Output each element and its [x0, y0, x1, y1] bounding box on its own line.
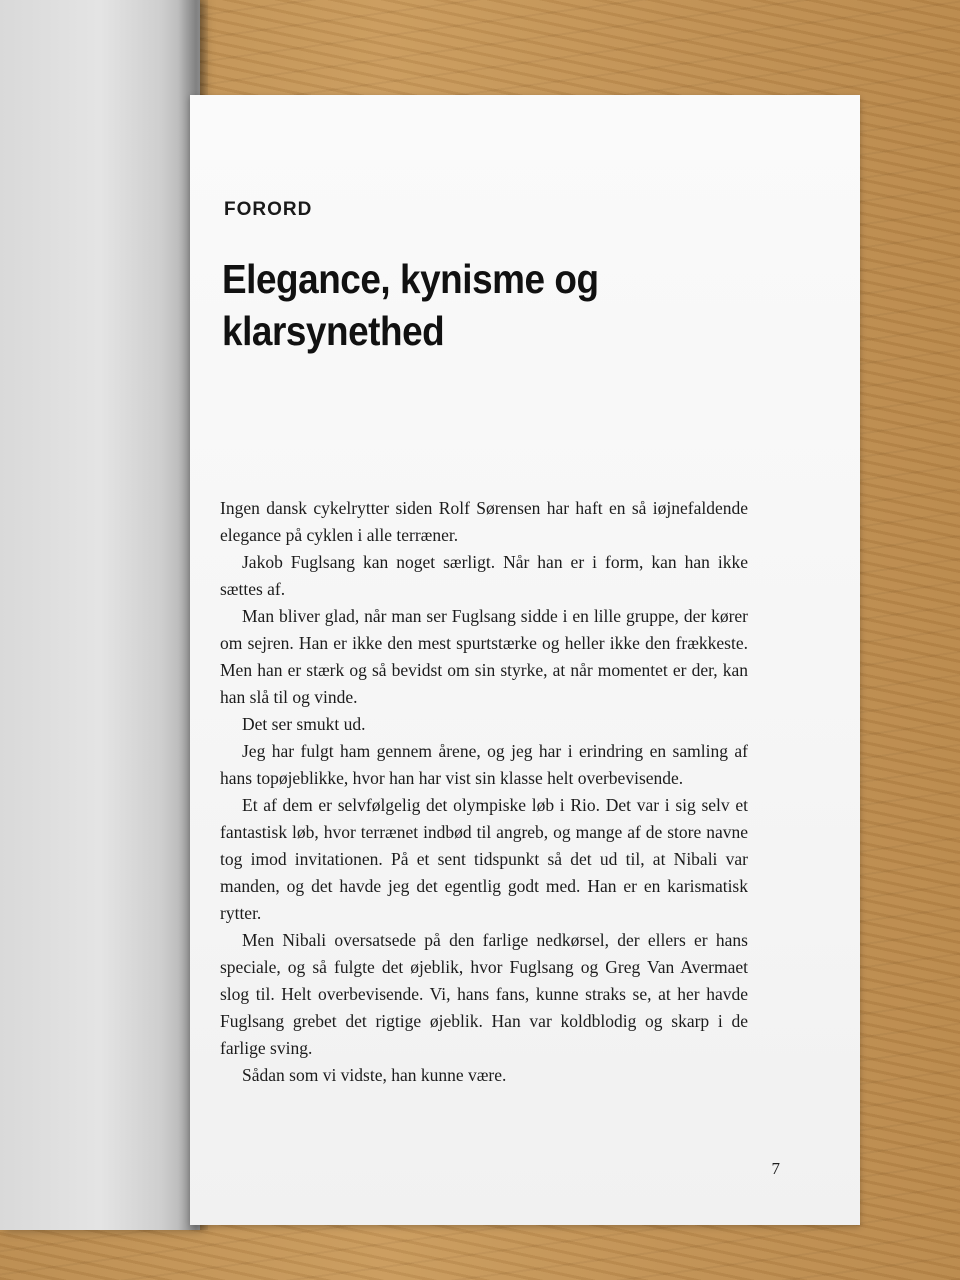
paragraph: Jeg har fulgt ham gennem årene, og jeg har i erindring en samling af hans topøjeblikke, hvor han har vist sin klasse helt overbevisende.	[220, 741, 748, 788]
paragraph: Jakob Fuglsang kan noget særligt. Når han er i form, kan han ikke sættes af.	[220, 552, 748, 599]
body-text	[220, 495, 748, 1089]
chapter-title: Elegance, kynisme og klarsynethed	[222, 256, 599, 354]
paragraph: Men Nibali oversatsede på den farlige nedkørsel, der ellers er hans speciale, og så fulgte det øjeblik, hvor Fuglsang og Greg Van Avermaet slog til. Helt overbevisende. Vi, hans fans, kunne straks se, at her havde Fuglsang grebet det rigtige øjeblik. Han var koldblodig og skarp i de farlige sving.	[220, 930, 748, 1058]
facing-page	[0, 0, 200, 1230]
paragraph: Det ser smukt ud.	[242, 714, 366, 734]
paragraph: Sådan som vi vidste, han kunne være.	[242, 1065, 507, 1085]
paragraph: Et af dem er selvfølgelig det olympiske løb i Rio. Det var i sig selv et fantastisk løb, hvor terrænet indbød til angreb, og mange af de store navne tog imod invitationen. På et sent tidspunkt så det ud til, at Nibali var manden, og det havde jeg det egentlig godt med. Han er en karismatisk rytter.	[220, 795, 748, 923]
page-number: 7	[771, 1159, 780, 1178]
paragraph: Man bliver glad, når man ser Fuglsang sidde i en lille gruppe, der kører om sejren. Han er ikke den mest spurtstærke og heller ikke den frækkeste. Men han er stærk og så bevidst om sin styrke, at når momentet er der, kan han slå til og vinde.	[220, 606, 748, 707]
book-page	[190, 95, 860, 1225]
paragraph: Ingen dansk cykelrytter siden Rolf Sørensen har haft en så iøjnefaldende elegance på cyklen i alle terræner.	[220, 498, 748, 545]
chapter-kicker: FORORD	[224, 199, 313, 220]
